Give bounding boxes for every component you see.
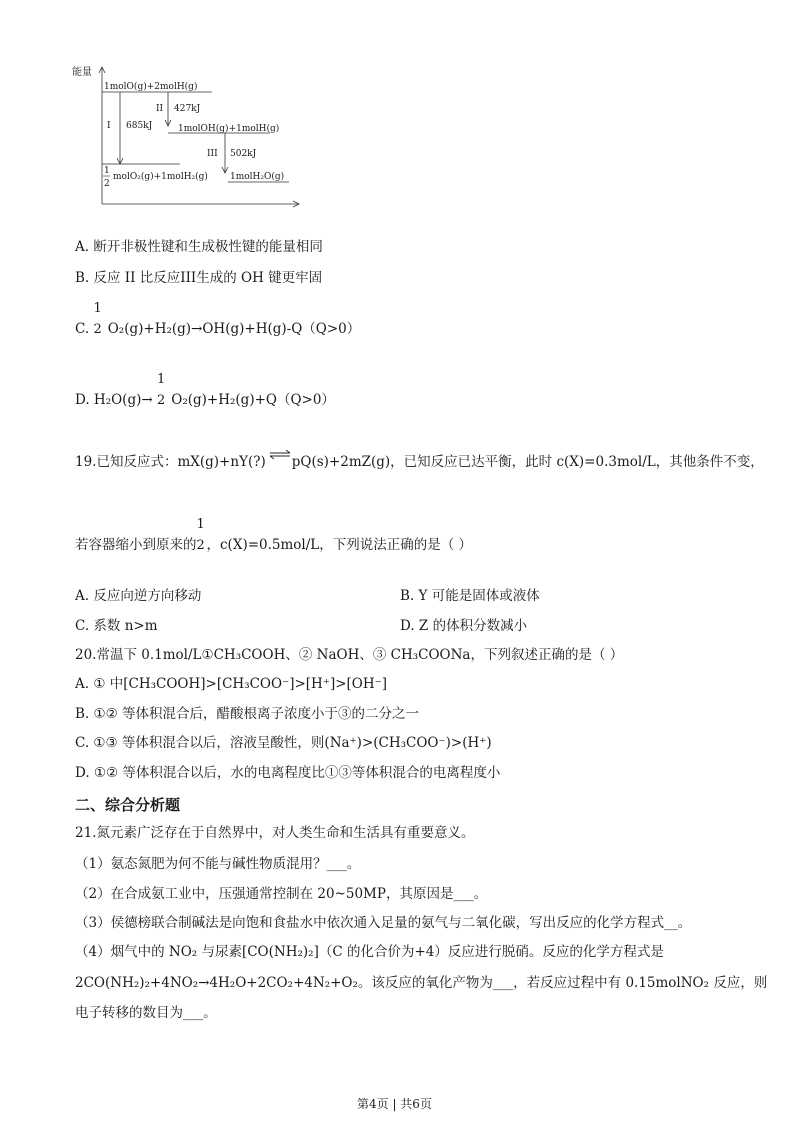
level-bottom-left-num: 1 [104,166,110,176]
q20-option-d: D. ①② 等体积混合以后，水的电离程度比①③等体积混合的电离程度小 [75,765,501,781]
q18-option-d-prefix: D. H₂O(g)→ [75,392,157,408]
y-axis-label: 能量 [72,67,92,78]
fraction-one-half [93,301,103,339]
arrow-I-label: I [107,121,111,131]
section-heading: 二、综合分析题 [75,796,181,814]
q20-stem: 20.常温下 0.1mol/L①CH₃COOH、② NaOH、③ CH₃COONa，下列叙述正确的是（ ） [75,647,624,663]
page-footer: 第4页 | 共6页 [357,1097,432,1111]
q18-option-d [75,372,335,410]
fraction-one-half [196,517,207,555]
q20-option-a: A. ① 中[CH₃COOH]>[CH₃COO⁻]>[H⁺]>[OH⁻] [75,676,388,692]
arrow-II-value: 427kJ [174,104,201,114]
q21-part1: （1）氨态氮肥为何不能与碱性物质混用？___。 [75,856,361,872]
equilibrium-arrow-icon [266,457,292,469]
fraction-numerator: 1 [156,372,166,387]
q19-stem-line2-right: ，c(X)=0.5mol/L，下列说法正确的是（ ） [206,537,473,553]
q21-part2: （2）在合成氨工业中，压强通常控制在 20~50MP，其原因是___。 [75,886,488,902]
arrow-I-value: 685kJ [126,121,153,131]
q19-stem-left: 19.已知反应式：mX(g)+nY(?) [75,454,266,470]
q19-stem-line2 [75,517,473,555]
q19-option-c: C. 系数 n>m [75,618,158,634]
level-bottom-right-label: 1molH₂O(g) [230,172,285,182]
fraction-denominator: 2 [156,393,166,408]
level-top-label: 1molO(g)+2molH(g) [104,82,198,92]
fraction-denominator: 2 [196,538,205,553]
level-mid-label: 1molOH(g)+1molH(g) [178,124,280,134]
q19-option-b: B. Y 可能是固体或液体 [400,588,540,604]
q18-option-c-prefix: C. [75,321,94,337]
q18-option-a: A. 断开非极性键和生成极性键的能量相同 [75,239,323,255]
q21-part4-line2: 2CO(NH₂)₂+4NO₂→4H₂O+2CO₂+4N₂+O₂。该反应的氧化产物为___，若反应过程中有 0.15molNO₂ 反应，则 [75,975,768,991]
energy-level-diagram [70,62,310,212]
q21-part4-line3: 电子转移的数目为___。 [75,1005,217,1021]
q21-stem: 21.氮元素广泛存在于自然界中，对人类生命和生活具有重要意义。 [75,825,475,841]
level-bottom-left-den: 2 [104,179,110,189]
fraction-denominator: 2 [93,322,102,337]
q19-stem-right: pQ(s)+2mZ(g)，已知反应已达平衡，此时 c(X)=0.3mol/L，其他条件不变， [291,454,764,470]
arrow-III-label: III [207,149,218,159]
arrow-III-value: 502kJ [230,149,257,159]
q20-option-b: B. ①② 等体积混合后，醋酸根离子浓度小于③的二分之一 [75,706,419,722]
q19-stem-line1 [75,453,764,471]
q18-option-b: B. 反应 II 比反应III生成的 OH 键更牢固 [75,270,323,286]
fraction-numerator: 1 [93,301,102,316]
q21-part4-line1: （4）烟气中的 NO₂ 与尿素[CO(NH₂)₂]（C 的化合价为+4）反应进行脱硝。反应的化学方程式是 [75,944,664,960]
fraction-numerator: 1 [196,517,205,532]
fraction-one-half [156,372,167,410]
q20-option-c: C. ①③ 等体积混合以后，溶液呈酸性，则(Na⁺)>(CH₃COO⁻)>(H⁺) [75,735,492,751]
arrow-II-label: II [156,104,164,114]
q18-option-d-equation: O₂(g)+H₂(g)+Q（Q>0） [166,392,335,408]
q19-option-a: A. 反应向逆方向移动 [75,588,202,604]
q18-option-c [75,301,361,339]
q19-option-d: D. Z 的体积分数减小 [400,618,528,634]
level-bottom-left-label: molO₂(g)+1molH₂(g) [113,172,208,182]
q21-part3: （3）侯德榜联合制碱法是向饱和食盐水中依次通入足量的氨气与二氧化碳，写出反应的化学方程式__。 [75,915,692,931]
q19-stem-line2-left: 若容器缩小到原来的 [75,537,197,553]
q18-option-c-equation: O₂(g)+H₂(g)→OH(g)+H(g)-Q（Q>0） [103,321,361,337]
